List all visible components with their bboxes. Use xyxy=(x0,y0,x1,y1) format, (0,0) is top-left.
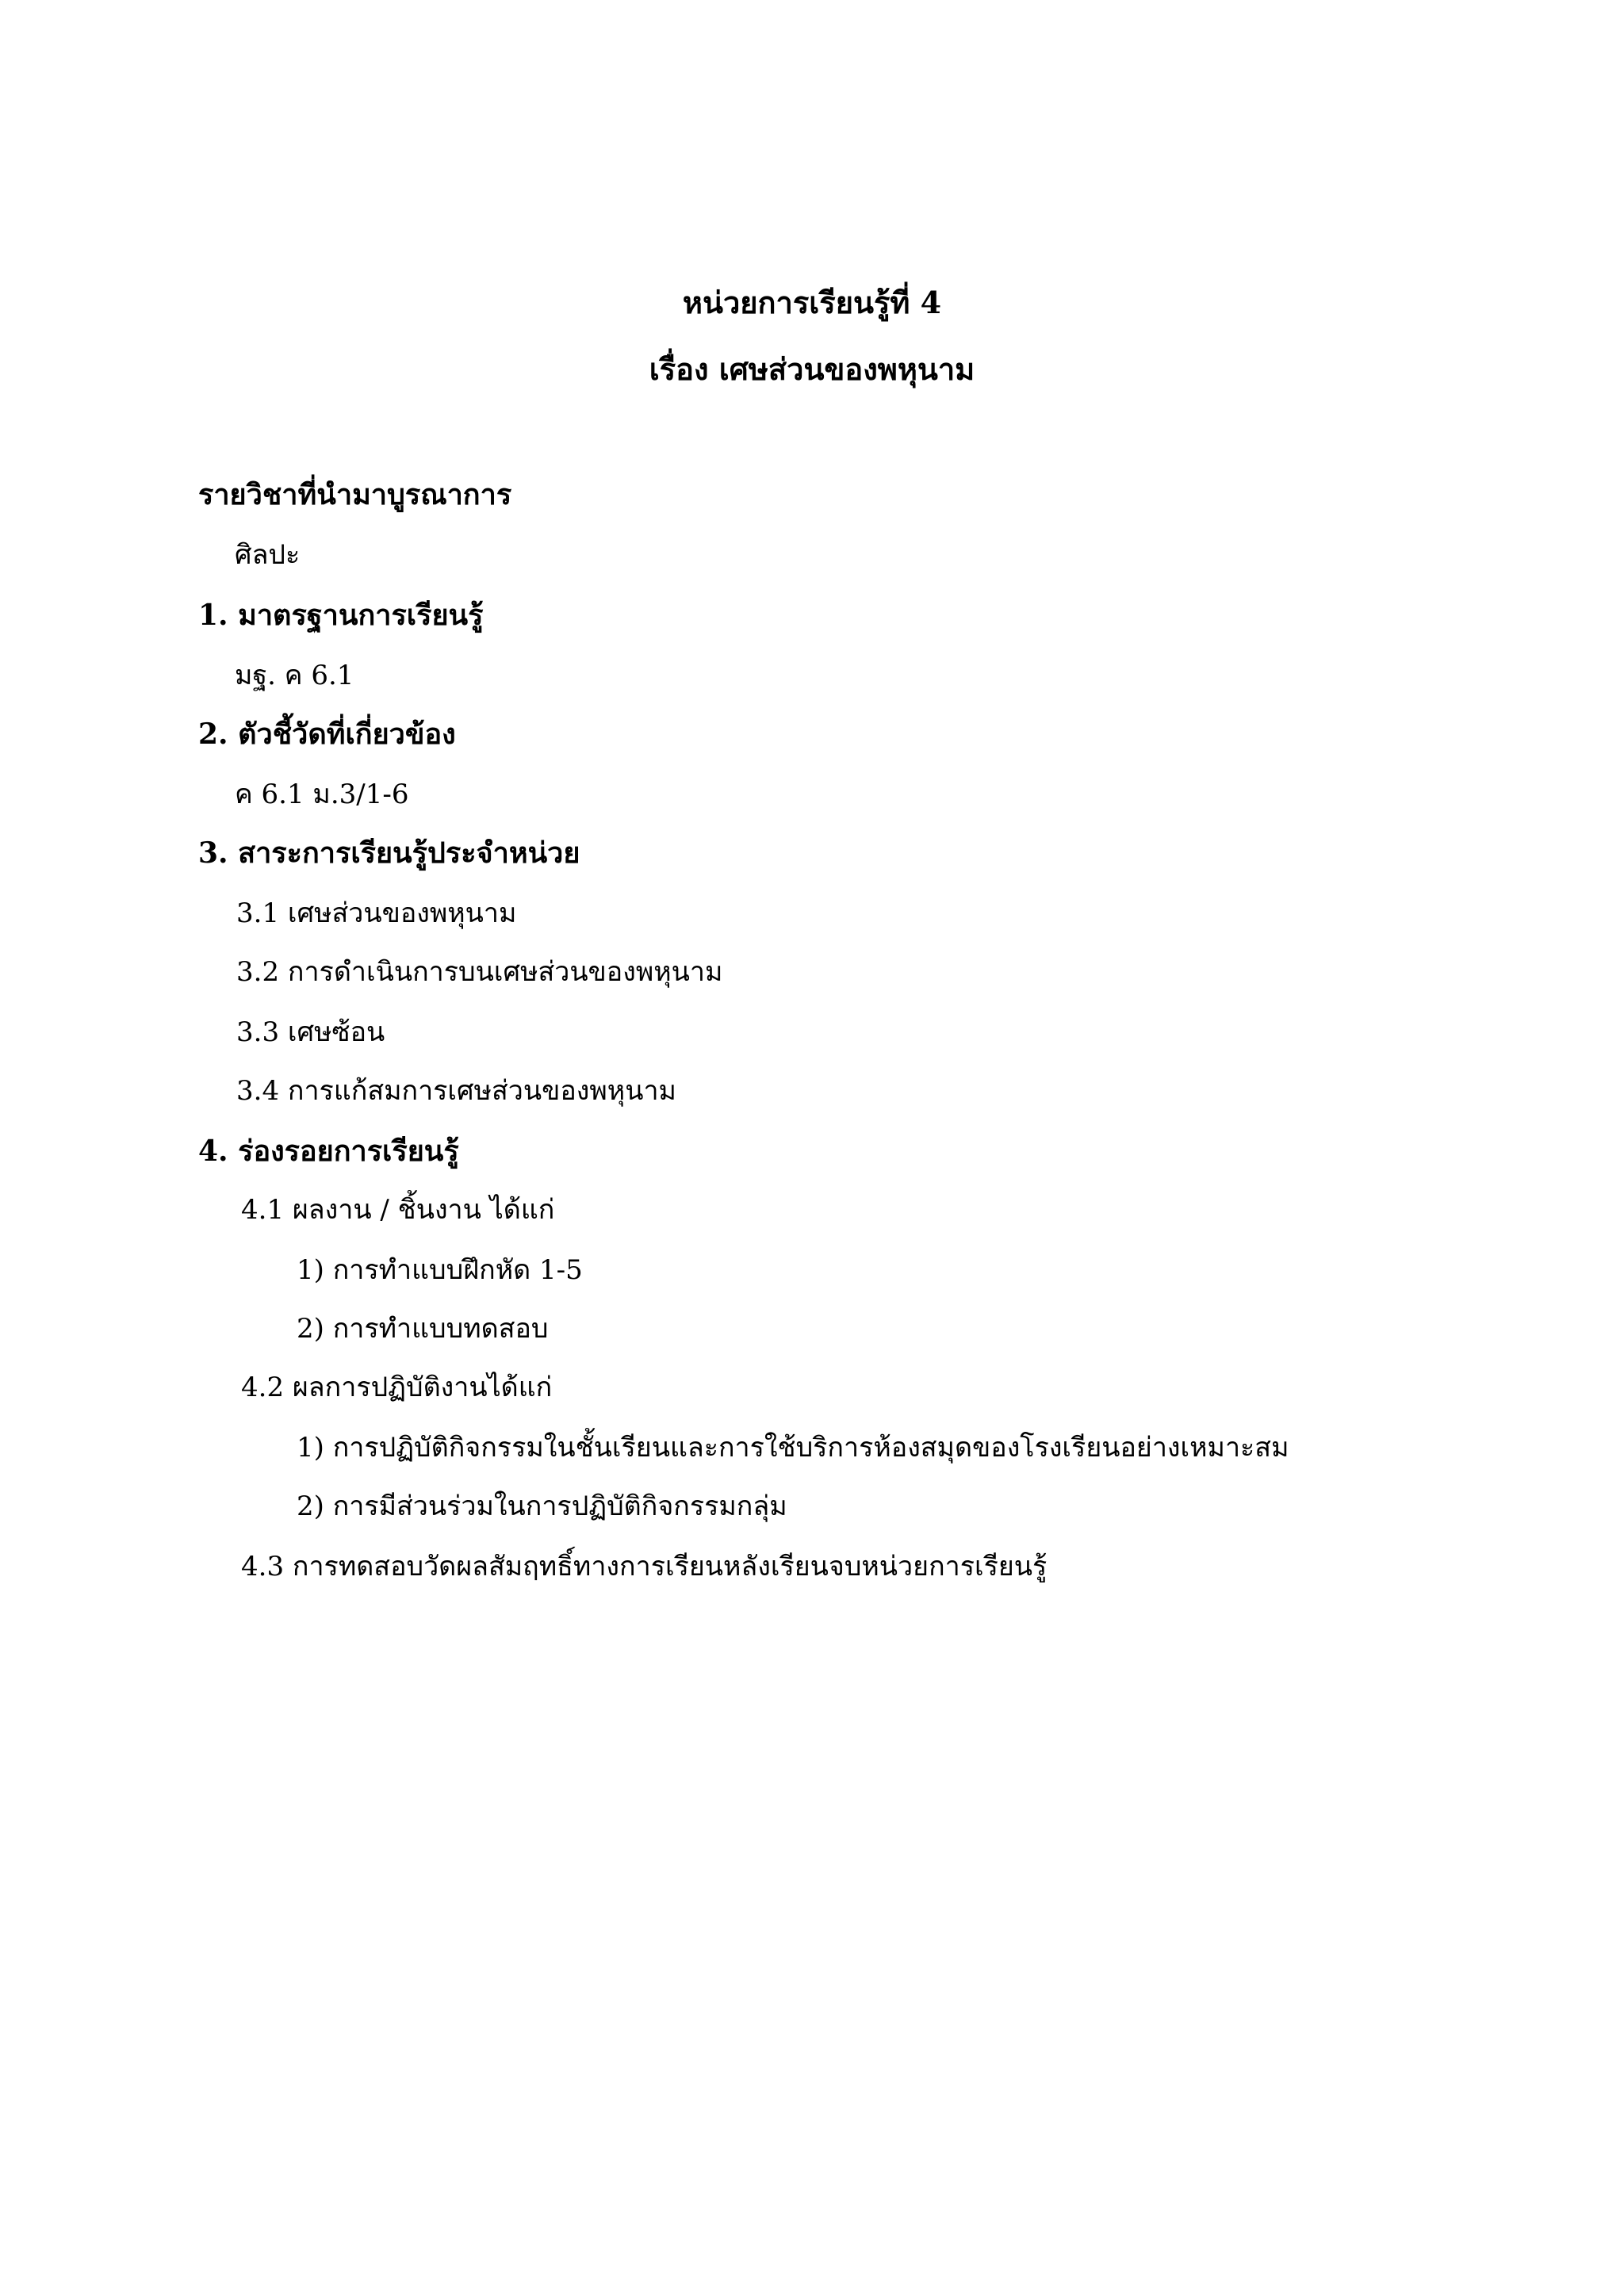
section-3-heading: 3. สาระการเรียนรู้ประจำหน่วย xyxy=(198,836,580,870)
section-4-heading: 4. ร่องรอยการเรียนรู้ xyxy=(198,1135,459,1168)
section-4-1-label: 4.1 ผลงาน / ชิ้นงาน ได้แก่ xyxy=(241,1194,555,1226)
section-3-item: 3.3 เศษซ้อน xyxy=(236,1016,385,1048)
section-3-item: 3.2 การดำเนินการบนเศษส่วนของพหุนาม xyxy=(236,956,723,988)
section-4-1-item: 1) การทำแบบฝึกหัด 1-5 xyxy=(297,1254,583,1286)
section-1-value: มฐ. ค 6.1 xyxy=(235,660,354,691)
section-4-2-label: 4.2 ผลการปฏิบัติงานได้แก่ xyxy=(241,1372,553,1403)
section-4-1-item: 2) การทำแบบทดสอบ xyxy=(297,1313,549,1345)
integrated-subjects-value: ศิลปะ xyxy=(235,539,301,571)
subject-title: เรื่อง เศษส่วนของพหุนาม xyxy=(649,351,975,387)
section-4-2-item: 2) การมีส่วนร่วมในการปฏิบัติกิจกรรมกลุ่ม xyxy=(297,1490,787,1522)
section-3-item: 3.1 เศษส่วนของพหุนาม xyxy=(236,897,517,929)
section-1-heading: 1. มาตรฐานการเรียนรู้ xyxy=(198,599,484,632)
integrated-subjects-heading: รายวิชาที่นำมาบูรณาการ xyxy=(198,478,512,511)
section-2-heading: 2. ตัวชี้วัดที่เกี่ยวข้อง xyxy=(198,718,456,751)
unit-title: หน่วยการเรียนรู้ที่ 4 xyxy=(682,285,942,320)
section-3-item: 3.4 การแก้สมการเศษส่วนของพหุนาม xyxy=(236,1075,676,1107)
section-2-value: ค 6.1 ม.3/1-6 xyxy=(235,779,409,810)
section-4-3-label: 4.3 การทดสอบวัดผลสัมฤทธิ์ทางการเรียนหลังเรียนจบหน่วยการเรียนรู้ xyxy=(241,1551,1048,1582)
section-4-2-item: 1) การปฏิบัติกิจกรรมในชั้นเรียนและการใช้บริการห้องสมุดของโรงเรียนอย่างเหมาะสม xyxy=(297,1432,1289,1464)
